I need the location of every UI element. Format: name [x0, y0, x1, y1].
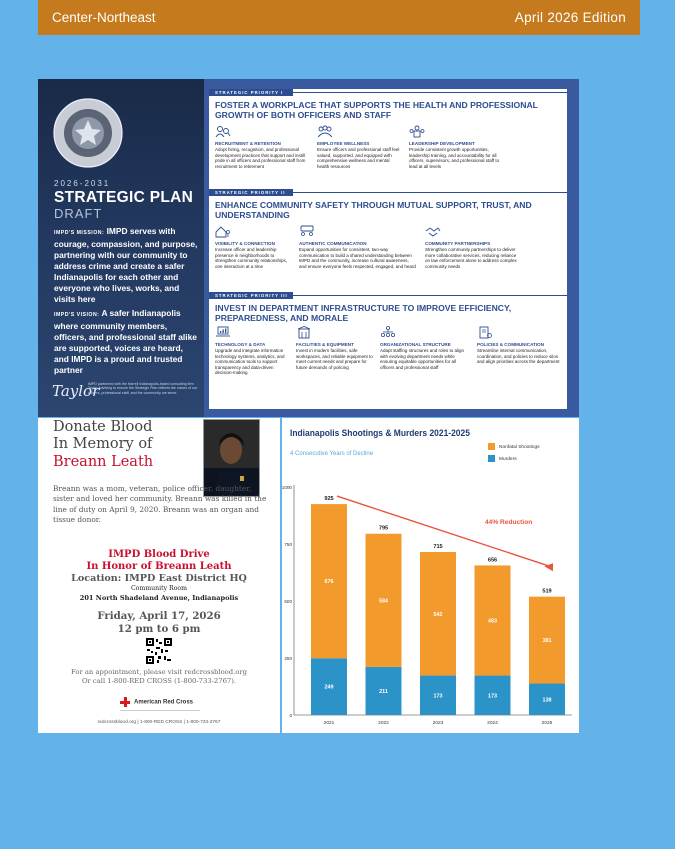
y-tick-label: 250: [284, 656, 292, 661]
plan-title: STRATEGIC PLAN: [54, 189, 194, 206]
item-title: ORGANIZATIONAL STRUCTURE: [380, 342, 451, 347]
data-label-total: 715: [433, 543, 443, 550]
y-tick-label: 750: [284, 542, 292, 547]
item-text: Ensure officers and professional staff feel valued, supported, and equipped with comprehensive wellness and mental health resources: [317, 147, 400, 169]
y-tick-label: 1000: [282, 485, 292, 490]
qr-code[interactable]: [146, 638, 172, 664]
drive-room: Community Room: [130, 585, 188, 592]
data-label-nonfatal: 381: [542, 638, 552, 645]
priority-item: [409, 125, 501, 169]
drive-time: 12 pm to 6 pm: [117, 623, 201, 635]
y-tick-label: 500: [284, 599, 292, 604]
mission-label: IMPD'S MISSION:: [54, 230, 105, 236]
x-tick-label: 2024: [487, 721, 498, 726]
honoree-name: Breann Leath: [53, 454, 154, 470]
vision-text: A safer Indianapolis where community members, officers, and professional staff alike are supported, voices are heard, and IMPD is a proud and trusted partner: [54, 308, 197, 375]
item-text: Adopt hiring, recognition, and professional development practices that support and instill pride in all officers and professional staff from recruitment to retirement: [215, 147, 306, 169]
item-title: VISIBILITY & CONNECTION: [215, 241, 275, 246]
priority-item: [380, 326, 470, 370]
consultant-logo: Taylor: [52, 382, 100, 400]
data-label-nonfatal: 676: [324, 579, 334, 586]
vision-label: IMPD'S VISION:: [54, 312, 100, 318]
building-icon: [296, 326, 312, 339]
priority-item: [317, 125, 403, 169]
mission-text: IMPD serves with courage, compassion, and purpose, partnering with our community to address crime and create a safer Indianapolis for each other and everyone who lives, works, and visits here: [54, 226, 198, 304]
divider: [120, 710, 200, 711]
region-label: Center-Northeast: [52, 10, 156, 25]
priority-1: [209, 89, 567, 189]
priority-tag: STRATEGIC PRIORITY II: [209, 189, 293, 196]
priority-heading: ENHANCE COMMUNITY SAFETY THROUGH MUTUAL SUPPORT, TRUST, AND UNDERSTANDING: [215, 200, 532, 220]
priority-item: [299, 225, 417, 269]
flyer-footer: redcrossblood.org | 1-800-RED CROSS | 1-800-733-2767: [97, 720, 221, 725]
red-cross-logo: [120, 697, 193, 707]
x-tick-label: 2021: [323, 721, 335, 726]
house-people-icon: [215, 225, 231, 238]
x-tick-label: 2023: [432, 721, 444, 726]
item-title: RECRUITMENT & RETENTION: [215, 141, 281, 146]
appointment-line2: Or call 1-800-RED CROSS (1-800-733-2767).: [81, 676, 237, 685]
priority-tag: STRATEGIC PRIORITY III: [209, 292, 293, 299]
org-chart-icon: [380, 326, 396, 339]
priority-2: [209, 189, 567, 289]
memory-heading: In Memory of: [53, 436, 153, 452]
drive-title-line2: In Honor of Breann Leath: [86, 561, 232, 572]
priority-tag: STRATEGIC PRIORITY I: [209, 89, 293, 96]
strategic-plan-cover: [38, 79, 204, 417]
plan-years: 2026-2031: [54, 179, 111, 188]
y-tick-label: 0: [289, 713, 292, 718]
item-title: LEADERSHIP DEVELOPMENT: [409, 141, 475, 146]
divider: [293, 192, 567, 193]
data-label-murders: 249: [324, 684, 334, 691]
divider: [293, 295, 567, 296]
priority-heading: INVEST IN DEPARTMENT INFRASTRUCTURE TO IMPROVE EFFICIENCY, PREPAREDNESS, AND MORALE: [215, 303, 512, 323]
priority-3: [209, 292, 567, 409]
plan-draft-label: DRAFT: [54, 206, 103, 221]
communication-icon: [299, 225, 315, 238]
edition-label: April 2026 Edition: [514, 10, 626, 25]
x-tick-label: 2025: [541, 721, 553, 726]
data-label-nonfatal: 483: [488, 618, 497, 625]
reduction-annotation: 44% Reduction: [485, 519, 533, 526]
data-label-total: 519: [542, 588, 552, 595]
appointment-line1: For an appointment, please visit redcrossblood.org: [71, 668, 247, 676]
priority-item: [215, 125, 310, 169]
edition-header-bar: [38, 0, 640, 35]
appointment-info: [38, 668, 280, 685]
policy-document-icon: [477, 326, 493, 339]
item-title: FACILITIES & EQUIPMENT: [296, 342, 354, 347]
chart-subtitle: 4 Consecutive Years of Decline: [290, 451, 374, 457]
priority-item: [425, 225, 521, 269]
item-text: Adapt staffing structures and roles to align with evolving department needs while ensuring equitable opportunities for all officers and professional staff: [380, 348, 464, 370]
mission-statement: [54, 226, 200, 305]
item-title: EMPLOYEE WELLNESS: [317, 141, 370, 146]
item-text: Upgrade and integrate information technology systems, analytics, and communication tools to support transparency and data-driven decision-making: [215, 348, 285, 376]
drive-datetime: [38, 610, 280, 636]
data-label-total: 795: [378, 525, 389, 532]
plan-footnote: IMPD partnered with the Harrell Indianapolis-based consulting firm Taylor Advising to ensure the Strategic Plan reflects the voices of our officers, professional staff, and the community we serve.: [88, 382, 198, 395]
data-label-murders: 138: [542, 697, 552, 704]
data-label-nonfatal: 584: [379, 598, 388, 605]
police-badge-icon: [52, 93, 124, 179]
priority-item: [296, 326, 374, 370]
item-title: COMMUNITY PARTNERSHIPS: [425, 241, 491, 246]
priority-item: [477, 326, 561, 365]
data-label-murders: 173: [433, 693, 443, 700]
blood-drive-flyer: [38, 418, 280, 733]
item-text: Streamline internal communication, coordination, and policies to reduce silos and align priorities across the department: [477, 348, 560, 365]
red-cross-icon: [120, 697, 130, 707]
item-title: AUTHENTIC COMMUNICATION: [299, 241, 367, 246]
drive-date: Friday, April 17, 2026: [97, 610, 221, 622]
drive-location: Location: IMPD East District HQ: [71, 573, 247, 584]
item-text: Expand opportunities for consistent, two-way communication to build a shared understanding between IMPD and the community, increase cultural awareness, and ensure everyone feels respected, engaged, and heard: [299, 247, 416, 269]
data-label-total: 656: [487, 557, 498, 564]
item-text: Invest in modern facilities, safe workspaces, and reliable equipment to meet current needs and prepare for future demands of policing: [296, 348, 373, 370]
drive-title-line1: IMPD Blood Drive: [108, 549, 210, 560]
item-title: POLICIES & COMMUNICATION: [477, 342, 545, 347]
vision-statement: [54, 308, 200, 376]
item-text: Strengthen community partnerships to deliver more collaborative services, reducing reliance on law enforcement alone to address complex community needs: [425, 247, 517, 269]
shootings-chart: [282, 418, 579, 733]
group-icon: [317, 125, 333, 138]
honoree-bio: Breann was a mom, veteran, police officer, daughter, sister and loved her community. Breann was killed in the line of duty on April 9, 2020. Breann was an organ and tissue donor.: [53, 484, 267, 525]
handshake-icon: [425, 225, 441, 238]
laptop-chart-icon: [215, 326, 231, 339]
item-text: Provide consistent growth opportunities, leadership training, and accountability for all officers, supervisors, and professional staff to lead at all levels: [409, 147, 500, 169]
data-label-nonfatal: 542: [433, 611, 443, 618]
priority-item: [215, 326, 287, 375]
strategic-priorities: [209, 89, 567, 409]
legend-label: Nonfatal Shootings: [499, 444, 540, 450]
legend-label: Murders: [499, 456, 517, 462]
divider: [293, 92, 567, 93]
people-search-icon: [215, 125, 231, 138]
trend-arrow-head: [544, 560, 556, 571]
item-title: TECHNOLOGY & DATA: [215, 342, 266, 347]
red-cross-label: American Red Cross: [134, 699, 194, 706]
priority-item: [215, 225, 293, 269]
data-label-total: 925: [324, 496, 334, 503]
donate-heading: Donate Blood: [53, 419, 153, 435]
drive-address: 201 North Shadeland Avenue, Indianapolis: [79, 594, 239, 602]
data-label-murders: 211: [379, 688, 388, 695]
priority-heading: FOSTER A WORKPLACE THAT SUPPORTS THE HEALTH AND PROFESSIONAL GROWTH OF BOTH OFFICERS AND STAFF: [215, 100, 538, 120]
item-text: Increase officer and leadership presence in neighborhoods to strengthen community relationships, one interaction at a time: [215, 247, 288, 269]
chart-title: Indianapolis Shootings & Murders 2021-2025: [290, 428, 470, 438]
chart-plot: [282, 418, 579, 733]
drive-title: [38, 549, 280, 573]
strategic-plan-panel: [38, 79, 579, 417]
x-tick-label: 2022: [378, 721, 389, 726]
data-label-murders: 173: [488, 693, 497, 700]
leadership-icon: [409, 125, 425, 138]
